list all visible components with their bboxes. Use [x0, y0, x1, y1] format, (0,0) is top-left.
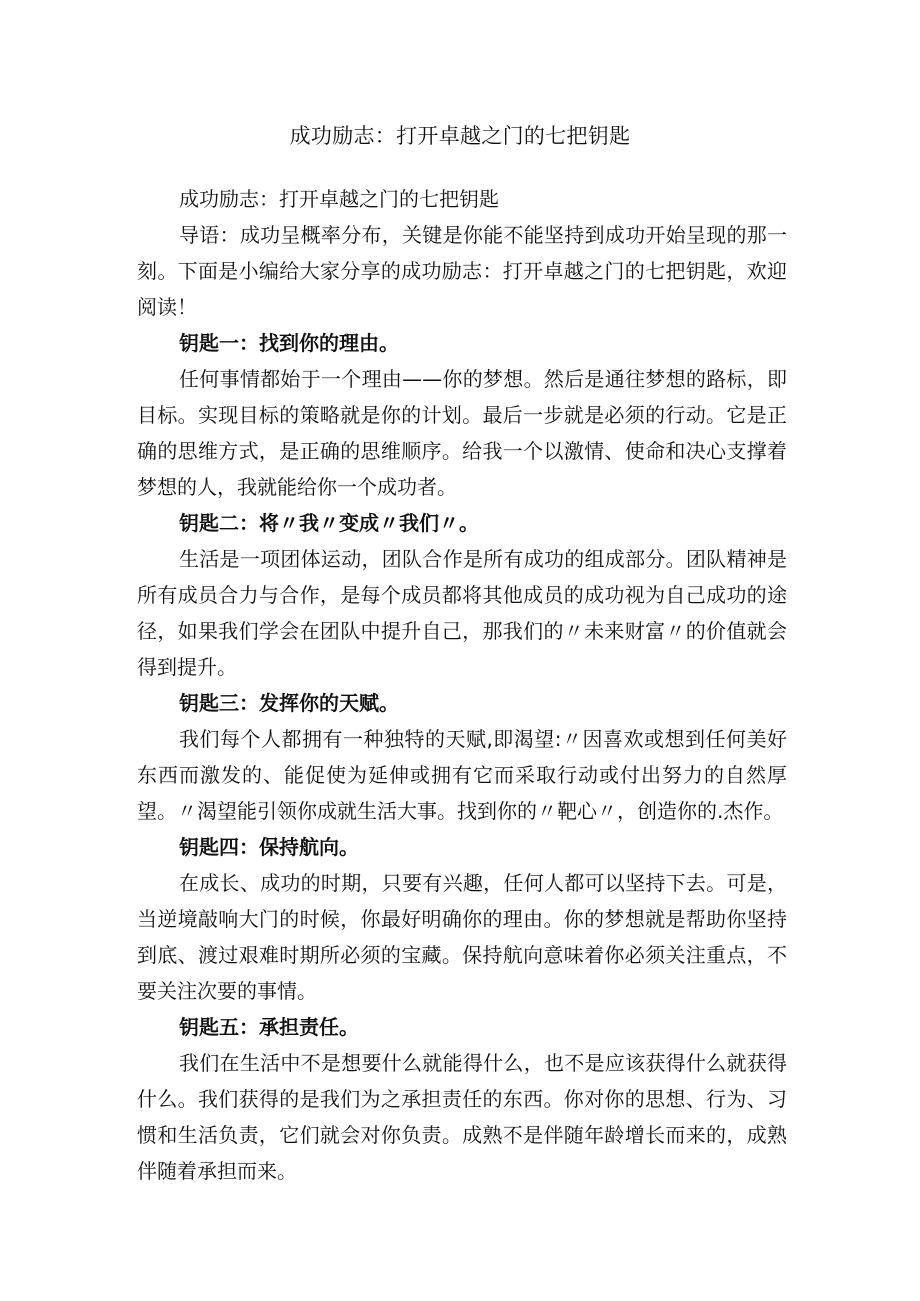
paragraph-key-1: 任何事情都始于一个理由——你的梦想。然后是通往梦想的路标，即目标。实现目标的策略就是你的计划。最后一步就是必须的行动。它是正确的思维方式，是正确的思维顺序。给我一个以激情、使命和决心支撑着梦想的人，我就能给你一个成功者。	[137, 367, 787, 499]
paragraph-key-2: 生活是一项团体运动，团队合作是所有成功的组成部分。团队精神是所有成员合力与合作，是每个成员都将其他成员的成功视为自己成功的途径，如果我们学会在团队中提升自己，那我们的〃未来财富〃的价值就会得到提升。	[137, 547, 787, 679]
document-title: 成功励志：打开卓越之门的七把钥匙	[289, 124, 631, 148]
paragraph-intro: 导语：成功呈概率分布，关键是你能不能坚持到成功开始呈现的那一刻。下面是小编给大家分享的成功励志：打开卓越之门的七把钥匙，欢迎阅读！	[137, 223, 787, 319]
paragraph-key-4: 在成长、成功的时期，只要有兴趣，任何人都可以坚持下去。可是，当逆境敲响大门的时候，你最好明确你的理由。你的梦想就是帮助你坚持到底、渡过艰难时期所必须的宝藏。保持航向意味着你必须关注重点，不要关注次要的事情。	[137, 871, 787, 1003]
heading-key-5: 钥匙五：承担责任。	[179, 1015, 359, 1039]
paragraph-key-5: 我们在生活中不是想要什么就能得什么，也不是应该获得什么就获得什么。我们获得的是我们为之承担责任的东西。你对你的思想、行为、习惯和生活负责，它们就会对你负责。成熟不是伴随年龄增长而来的，成熟伴随着承担而来。	[137, 1051, 787, 1183]
paragraph-key-3: 我们每个人都拥有一种独特的天赋,即渴望:〃因喜欢或想到任何美好东西而激发的、能促使为延伸或拥有它而采取行动或付出努力的自然厚望。〃渴望能引领你成就生活大事。找到你的〃靶心〃，创造你的.杰作。	[137, 727, 787, 823]
heading-key-3: 钥匙三：发挥你的天赋。	[179, 691, 399, 715]
paragraph-subtitle: 成功励志：打开卓越之门的七把钥匙	[179, 187, 499, 211]
heading-key-2: 钥匙二：将〃我〃变成〃我们〃。	[179, 511, 479, 535]
heading-key-1: 钥匙一：找到你的理由。	[179, 331, 399, 355]
heading-key-4: 钥匙四：保持航向。	[179, 835, 359, 859]
document-body	[137, 181, 787, 1189]
